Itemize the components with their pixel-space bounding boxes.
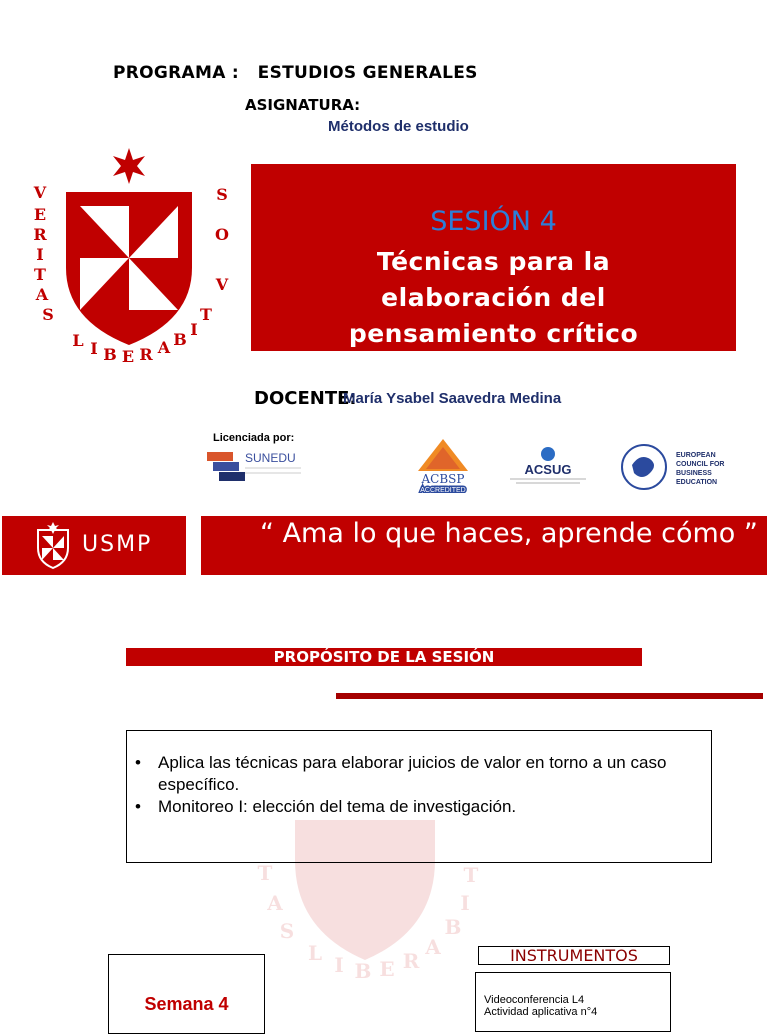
bullet-icon: • xyxy=(135,753,141,772)
session-title xyxy=(251,244,736,352)
svg-text:L: L xyxy=(72,331,84,350)
ecbe-logo xyxy=(620,443,730,491)
svg-text:I: I xyxy=(36,245,44,264)
purpose-item: • Monitoreo I: elección del tema de investigación. xyxy=(135,797,517,816)
program-label: PROGRAMA : xyxy=(113,63,239,83)
licensed-by-label: Licenciada por: xyxy=(213,432,295,444)
session-title-line-2: elaboración del xyxy=(381,283,606,312)
svg-text:B: B xyxy=(354,959,372,983)
instruments-heading: INSTRUMENTOS xyxy=(510,946,638,965)
purpose-list xyxy=(135,752,700,818)
usmp-crest-logo xyxy=(18,140,238,380)
svg-text:E: E xyxy=(379,957,395,981)
svg-text:V: V xyxy=(215,275,229,294)
svg-text:EUROPEAN: EUROPEAN xyxy=(676,452,716,459)
instrument-item: Videoconferencia L4 xyxy=(484,994,585,1006)
motto-quote: “ Ama lo que haces, aprende cómo ” xyxy=(260,518,758,549)
purpose-item: • Aplica las técnicas para elaborar juicios de valor en torno a un caso específico. xyxy=(135,753,667,794)
acsug-text: ACSUG xyxy=(524,462,572,477)
session-title-line-3: pensamiento crítico xyxy=(348,319,639,348)
svg-text:A: A xyxy=(157,338,171,357)
session-number: SESIÓN 4 xyxy=(430,206,557,237)
week-label: Semana 4 xyxy=(144,994,229,1014)
program-value: ESTUDIOS GENERALES xyxy=(257,63,478,83)
svg-text:A: A xyxy=(425,935,441,959)
svg-text:B: B xyxy=(173,330,187,349)
sunedu-text: SUNEDU xyxy=(245,451,296,465)
svg-text:COUNCIL FOR: COUNCIL FOR xyxy=(676,461,725,468)
svg-text:T: T xyxy=(463,863,479,887)
instrument-item: Actividad aplicativa n°4 xyxy=(484,1006,598,1018)
teacher-label: DOCENTE: xyxy=(254,388,357,409)
svg-text:R: R xyxy=(402,949,420,973)
svg-text:S: S xyxy=(216,185,228,204)
svg-text:T: T xyxy=(34,265,46,284)
acbsp-logo xyxy=(408,437,478,493)
divider-bar xyxy=(336,693,763,699)
session-title-line-1: Técnicas para la xyxy=(376,247,611,276)
subject-label: ASIGNATURA: xyxy=(245,96,361,114)
program-heading xyxy=(113,63,478,83)
purpose-heading: PROPÓSITO DE LA SESIÓN xyxy=(273,648,495,665)
svg-text:R: R xyxy=(139,345,153,364)
svg-text:L: L xyxy=(307,941,323,965)
usmp-small-crest-icon xyxy=(30,522,76,570)
svg-text:I: I xyxy=(334,953,344,977)
svg-text:A: A xyxy=(267,891,283,915)
acsug-logo xyxy=(502,442,594,490)
svg-text:BUSINESS: BUSINESS xyxy=(676,470,712,477)
svg-text:I: I xyxy=(460,891,470,915)
svg-text:S: S xyxy=(42,305,54,324)
svg-text:V: V xyxy=(33,183,47,202)
svg-text:R: R xyxy=(33,225,47,244)
instruments-list xyxy=(484,994,597,1018)
svg-text:E: E xyxy=(121,347,135,366)
svg-text:E: E xyxy=(33,205,47,224)
acbsp-text: ACBSP xyxy=(421,472,465,486)
bullet-icon: • xyxy=(135,797,141,816)
svg-text:A: A xyxy=(35,285,49,304)
subject-value: Métodos de estudio xyxy=(328,118,469,135)
svg-text:T: T xyxy=(257,861,273,885)
teacher-name: María Ysabel Saavedra Medina xyxy=(343,390,562,407)
svg-text:B: B xyxy=(444,915,462,939)
svg-text:EDUCATION: EDUCATION xyxy=(676,479,718,486)
sunedu-logo xyxy=(205,448,305,490)
svg-text:O: O xyxy=(215,225,229,244)
acbsp-sub-text: ACCREDITED xyxy=(420,487,466,493)
svg-text:T: T xyxy=(200,305,212,324)
svg-text:S: S xyxy=(279,919,295,943)
svg-text:I: I xyxy=(90,339,98,358)
svg-text:I: I xyxy=(190,320,198,339)
usmp-wordmark: USMP xyxy=(82,532,153,557)
svg-text:B: B xyxy=(103,345,117,364)
